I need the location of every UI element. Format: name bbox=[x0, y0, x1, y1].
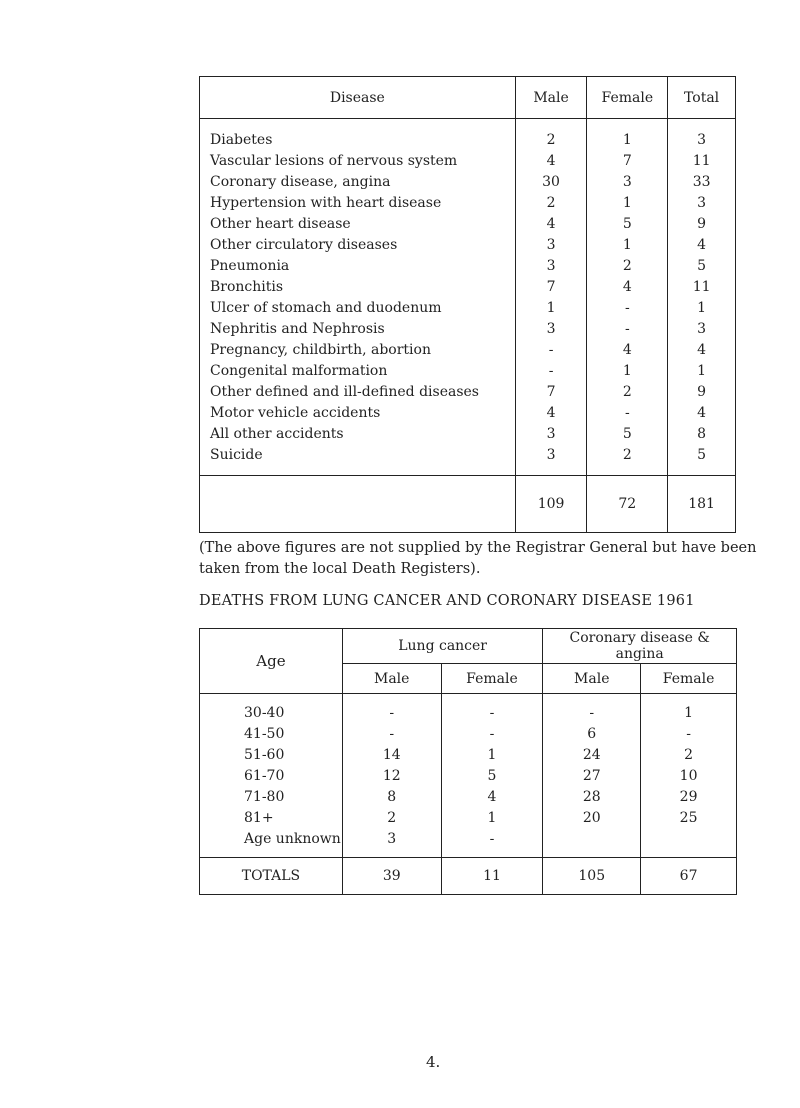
disease-name: Other defined and ill-defined diseases bbox=[200, 381, 516, 402]
lung-cancer-female: 5 bbox=[441, 765, 543, 786]
lung-cancer-male: - bbox=[342, 723, 441, 744]
age-row bbox=[200, 723, 737, 744]
lung-cancer-female: 4 bbox=[441, 786, 543, 807]
lung-coronary-body bbox=[200, 694, 737, 858]
disease-name: Nephritis and Nephrosis bbox=[200, 318, 516, 339]
female-count: 1 bbox=[587, 360, 668, 381]
total-count: 4 bbox=[668, 402, 736, 423]
female-count: 1 bbox=[587, 192, 668, 213]
total-cd-female: 67 bbox=[641, 858, 737, 895]
lung-cancer-female: 1 bbox=[441, 807, 543, 828]
age-band: 30-40 bbox=[200, 694, 343, 724]
lung-cancer-female: - bbox=[441, 694, 543, 724]
age-row bbox=[200, 744, 737, 765]
female-count: 3 bbox=[587, 171, 668, 192]
male-count: - bbox=[515, 339, 587, 360]
header-lc-female: Female bbox=[441, 664, 543, 694]
coronary-female bbox=[641, 828, 737, 858]
coronary-female: 1 bbox=[641, 694, 737, 724]
total-lc-female: 11 bbox=[441, 858, 543, 895]
disease-row bbox=[200, 213, 736, 234]
header-disease: Disease bbox=[200, 77, 516, 119]
total-count: 3 bbox=[668, 192, 736, 213]
male-count: 7 bbox=[515, 381, 587, 402]
coronary-female: 10 bbox=[641, 765, 737, 786]
total-count: 3 bbox=[668, 119, 736, 151]
disease-row bbox=[200, 423, 736, 444]
coronary-female: - bbox=[641, 723, 737, 744]
disease-name: Ulcer of stomach and duodenum bbox=[200, 297, 516, 318]
age-band: 61-70 bbox=[200, 765, 343, 786]
age-row bbox=[200, 694, 737, 724]
total-count: 5 bbox=[668, 255, 736, 276]
lung-cancer-male: - bbox=[342, 694, 441, 724]
disease-name: Diabetes bbox=[200, 119, 516, 151]
female-count: 4 bbox=[587, 339, 668, 360]
male-count: 30 bbox=[515, 171, 587, 192]
male-count: 4 bbox=[515, 402, 587, 423]
lung-cancer-female: - bbox=[441, 723, 543, 744]
male-count: 4 bbox=[515, 150, 587, 171]
disease-name: Other heart disease bbox=[200, 213, 516, 234]
disease-row bbox=[200, 276, 736, 297]
total-count: 4 bbox=[668, 234, 736, 255]
total-total: 181 bbox=[668, 476, 736, 533]
disease-row bbox=[200, 360, 736, 381]
disease-name: Coronary disease, angina bbox=[200, 171, 516, 192]
age-row bbox=[200, 765, 737, 786]
total-count: 11 bbox=[668, 150, 736, 171]
section-heading: DEATHS FROM LUNG CANCER AND CORONARY DISEASE 1961 bbox=[199, 593, 695, 609]
age-band: 41-50 bbox=[200, 723, 343, 744]
male-count: 2 bbox=[515, 119, 587, 151]
total-count: 3 bbox=[668, 318, 736, 339]
age-row bbox=[200, 828, 737, 858]
disease-totals-row bbox=[200, 476, 736, 533]
disease-name: Other circulatory diseases bbox=[200, 234, 516, 255]
total-count: 33 bbox=[668, 171, 736, 192]
female-count: 2 bbox=[587, 255, 668, 276]
lung-cancer-male: 14 bbox=[342, 744, 441, 765]
male-count: 3 bbox=[515, 318, 587, 339]
total-count: 1 bbox=[668, 360, 736, 381]
female-count: - bbox=[587, 318, 668, 339]
disease-name: All other accidents bbox=[200, 423, 516, 444]
female-count: 7 bbox=[587, 150, 668, 171]
coronary-male: 27 bbox=[543, 765, 641, 786]
total-female: 72 bbox=[587, 476, 668, 533]
lung-cancer-male: 12 bbox=[342, 765, 441, 786]
disease-table-header bbox=[200, 77, 736, 119]
source-note: (The above figures are not supplied by the Registrar General but have been taken from the local Death Registers). bbox=[199, 540, 757, 577]
female-count: 2 bbox=[587, 381, 668, 402]
female-count: 5 bbox=[587, 213, 668, 234]
lung-coronary-totals-row bbox=[200, 858, 737, 895]
header-coronary: Coronary disease & angina bbox=[543, 629, 737, 664]
total-count: 5 bbox=[668, 444, 736, 476]
coronary-female: 29 bbox=[641, 786, 737, 807]
male-count: 1 bbox=[515, 297, 587, 318]
male-count: 3 bbox=[515, 423, 587, 444]
page-number: 4. bbox=[426, 1053, 441, 1071]
disease-name: Suicide bbox=[200, 444, 516, 476]
disease-row bbox=[200, 171, 736, 192]
total-male: 109 bbox=[515, 476, 587, 533]
disease-name: Vascular lesions of nervous system bbox=[200, 150, 516, 171]
disease-row bbox=[200, 339, 736, 360]
header-total: Total bbox=[668, 77, 736, 119]
lung-cancer-male: 8 bbox=[342, 786, 441, 807]
disease-name: Motor vehicle accidents bbox=[200, 402, 516, 423]
coronary-male: 28 bbox=[543, 786, 641, 807]
header-lc-male: Male bbox=[342, 664, 441, 694]
female-count: 5 bbox=[587, 423, 668, 444]
disease-row bbox=[200, 150, 736, 171]
age-band: Age unknown bbox=[200, 828, 343, 858]
disease-name: Hypertension with heart disease bbox=[200, 192, 516, 213]
total-lc-male: 39 bbox=[342, 858, 441, 895]
coronary-female: 25 bbox=[641, 807, 737, 828]
group-header-row bbox=[200, 629, 737, 664]
totals-label: TOTALS bbox=[200, 858, 343, 895]
male-count: 7 bbox=[515, 276, 587, 297]
disease-row bbox=[200, 318, 736, 339]
disease-name: Pneumonia bbox=[200, 255, 516, 276]
total-count: 9 bbox=[668, 213, 736, 234]
disease-name: Congenital malformation bbox=[200, 360, 516, 381]
male-count: 3 bbox=[515, 444, 587, 476]
disease-name: Pregnancy, childbirth, abortion bbox=[200, 339, 516, 360]
header-age: Age bbox=[200, 629, 343, 694]
coronary-male: - bbox=[543, 694, 641, 724]
male-count: 3 bbox=[515, 234, 587, 255]
disease-row bbox=[200, 119, 736, 151]
totals-blank-cell bbox=[200, 476, 516, 533]
header-lung-cancer: Lung cancer bbox=[342, 629, 543, 664]
coronary-male bbox=[543, 828, 641, 858]
male-count: 2 bbox=[515, 192, 587, 213]
header-cd-male: Male bbox=[543, 664, 641, 694]
age-band: 81+ bbox=[200, 807, 343, 828]
female-count: 1 bbox=[587, 234, 668, 255]
disease-name: Bronchitis bbox=[200, 276, 516, 297]
disease-table bbox=[199, 76, 736, 533]
header-cd-female: Female bbox=[641, 664, 737, 694]
disease-row bbox=[200, 192, 736, 213]
female-count: - bbox=[587, 297, 668, 318]
male-count: 4 bbox=[515, 213, 587, 234]
age-band: 51-60 bbox=[200, 744, 343, 765]
lung-cancer-male: 2 bbox=[342, 807, 441, 828]
total-count: 4 bbox=[668, 339, 736, 360]
disease-row bbox=[200, 381, 736, 402]
disease-row bbox=[200, 444, 736, 476]
disease-row bbox=[200, 234, 736, 255]
lung-cancer-female: - bbox=[441, 828, 543, 858]
total-count: 1 bbox=[668, 297, 736, 318]
disease-table-body bbox=[200, 119, 736, 476]
disease-row bbox=[200, 255, 736, 276]
total-count: 9 bbox=[668, 381, 736, 402]
lung-cancer-male: 3 bbox=[342, 828, 441, 858]
header-female: Female bbox=[587, 77, 668, 119]
age-row bbox=[200, 807, 737, 828]
lung-coronary-table bbox=[199, 628, 737, 895]
female-count: 4 bbox=[587, 276, 668, 297]
total-count: 8 bbox=[668, 423, 736, 444]
age-band: 71-80 bbox=[200, 786, 343, 807]
header-male: Male bbox=[515, 77, 587, 119]
disease-row bbox=[200, 297, 736, 318]
male-count: - bbox=[515, 360, 587, 381]
coronary-male: 6 bbox=[543, 723, 641, 744]
age-row bbox=[200, 786, 737, 807]
female-count: 2 bbox=[587, 444, 668, 476]
coronary-male: 24 bbox=[543, 744, 641, 765]
lung-cancer-female: 1 bbox=[441, 744, 543, 765]
disease-row bbox=[200, 402, 736, 423]
total-count: 11 bbox=[668, 276, 736, 297]
female-count: 1 bbox=[587, 119, 668, 151]
male-count: 3 bbox=[515, 255, 587, 276]
coronary-female: 2 bbox=[641, 744, 737, 765]
coronary-male: 20 bbox=[543, 807, 641, 828]
total-cd-male: 105 bbox=[543, 858, 641, 895]
female-count: - bbox=[587, 402, 668, 423]
